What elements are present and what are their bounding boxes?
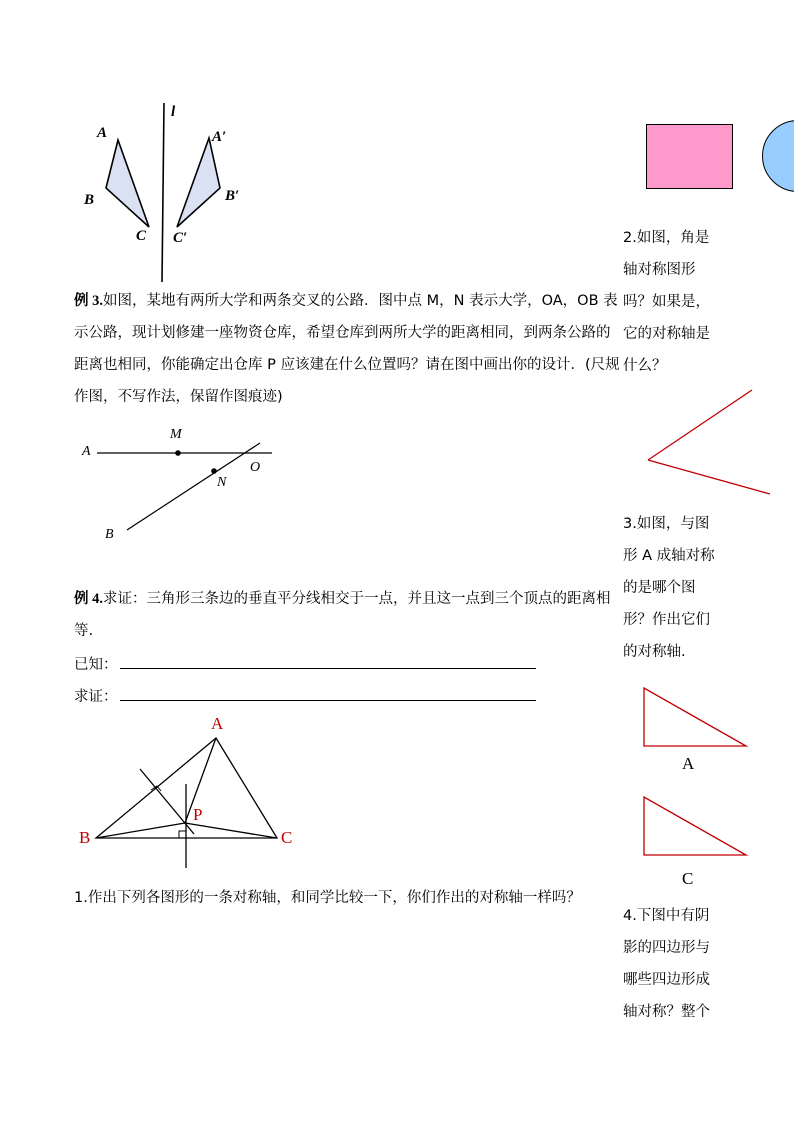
example-3-text: 如图，某地有两所大学和两条交叉的公路．图中点 M，N 表示大学，OA，OB 表示公路，现计划修建一座物资仓库，希望仓库到两所大学的距离相同，到两条公路的距离也相同，你能确定出仓库 P 应该建在什么位置吗？请在图中画出你的设计．(尺规作图，不写作法，保留作图痕迹) — [74, 293, 620, 405]
point-label-n: N — [217, 475, 227, 490]
example-3-tag: 例 3. — [74, 293, 103, 309]
triangle-label-a: A — [211, 714, 224, 733]
road-label-b: B — [105, 527, 114, 542]
vertex-label-c-prime: C′ — [173, 230, 188, 246]
road-label-a: A — [82, 444, 91, 459]
triangle-label-p: P — [193, 805, 203, 824]
known-label: 已知： — [74, 657, 118, 673]
triangle-a-label: A — [682, 754, 695, 773]
triangle-c-label: C — [682, 869, 694, 888]
axis-label-l: l — [171, 104, 176, 120]
triangle-a-shape — [644, 688, 746, 746]
example-4-tag: 例 4. — [74, 591, 103, 607]
question-2: 2.如图，角是轴对称图形吗？如果是，它的对称轴是什么？ — [623, 230, 710, 374]
question-3: 3.如图，与图形 A 成轴对称的是哪个图形？作出它们的对称轴. — [623, 516, 715, 660]
question-1: 1.作出下列各图形的一条对称轴，和同学比较一下，你们作出的对称轴一样吗？ — [74, 890, 581, 906]
vertex-label-b-prime: B′ — [225, 188, 240, 204]
triangle-label-b: B — [79, 828, 91, 847]
question-4: 4.下图中有阴影的四边形与哪些四边形成轴对称？整个 — [623, 908, 710, 1020]
example-4-text: 求证：三角形三条边的垂直平分线相交于一点，并且这一点到三个顶点的距离相等. — [74, 591, 611, 639]
point-label-o: O — [250, 460, 261, 475]
vertex-label-a: A — [97, 125, 108, 141]
prove-label: 求证： — [74, 689, 118, 705]
vertex-label-c: C — [136, 228, 147, 244]
vertex-label-a-prime: A′ — [212, 129, 227, 145]
triangle-label-c: C — [281, 828, 293, 847]
triangle-c-shape — [644, 797, 746, 855]
point-label-m: M — [170, 427, 182, 442]
vertex-label-b: B — [84, 192, 95, 208]
